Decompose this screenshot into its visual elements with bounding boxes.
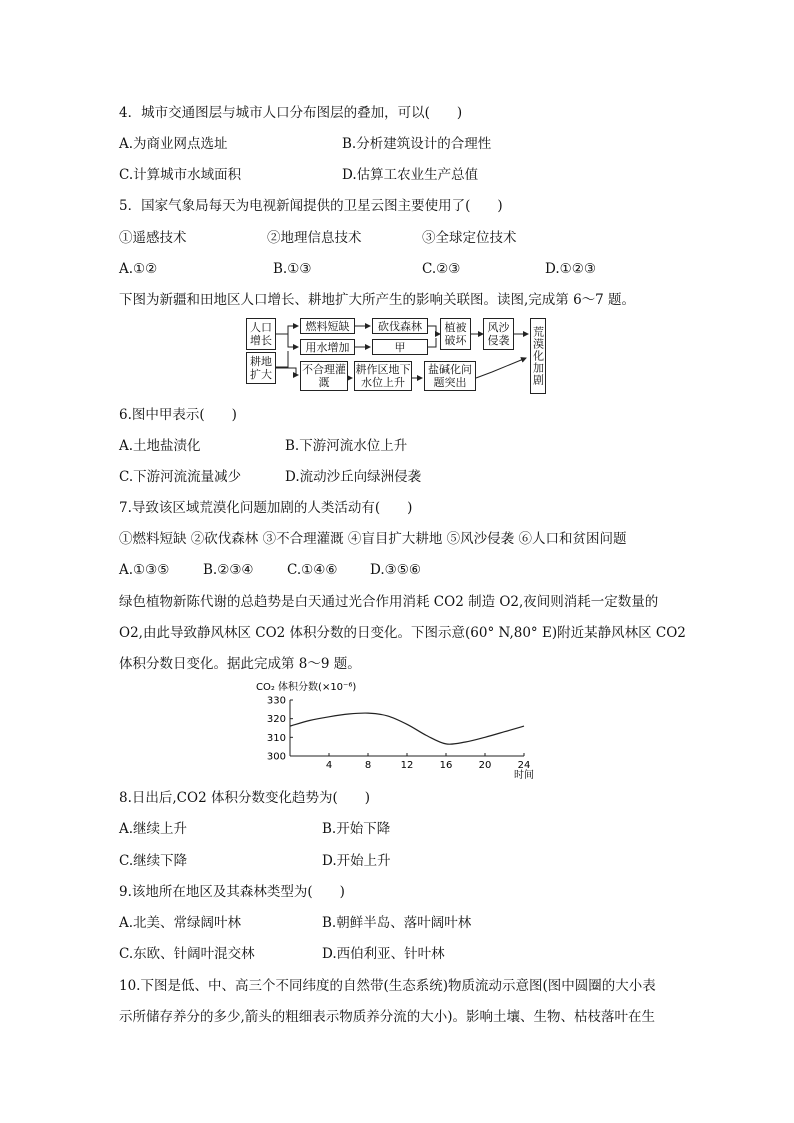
q4-option-d: D.估算工农业生产总值: [342, 167, 479, 183]
arrow-logging-veg: [428, 326, 440, 334]
arrow-pop-water: [288, 334, 298, 347]
chart-ylabel: CO₂ 体积分数(×10⁻⁶): [256, 682, 357, 693]
q7-option-c: C.①④⑥: [287, 562, 338, 578]
y-tick-label: 300: [266, 751, 286, 763]
q7-option-b: B.②③④: [203, 562, 254, 578]
q9-option-d: D.西伯利亚、针叶林: [322, 946, 445, 962]
q10-line1: 10.下图是低、中、高三个不同纬度的自然带(生态系统)物质流动示意图(图中圆圈的大小表: [119, 978, 656, 994]
q9-stem: 9.该地所在地区及其森林类型为( ): [119, 884, 345, 900]
q8-option-a: A.继续上升: [119, 821, 188, 837]
x-tick-label: 8: [364, 760, 372, 771]
q8-option-c: C.继续下降: [119, 853, 188, 869]
q8-option-d: D.开始上升: [322, 853, 391, 869]
y-tick-label: 310: [266, 732, 286, 744]
q5-item-1: ①遥感技术: [119, 230, 187, 246]
intro-q8-9-line3: 体积分数日变化。据此完成第 8～9 题。: [119, 656, 361, 672]
q6-option-a: A.土地盐渍化: [119, 438, 201, 454]
q9-option-c: C.东欧、针阔叶混交林: [119, 946, 255, 962]
arrow-jia-veg: [428, 338, 436, 347]
y-tick-label: 320: [266, 714, 286, 726]
co2-chart: [252, 676, 552, 786]
q7-items: ①燃料短缺 ②砍伐森林 ③不合理灌溉 ④盲目扩大耕地 ⑤风沙侵袭 ⑥人口和贫困问题: [119, 531, 627, 547]
q5-item-3: ③全球定位技术: [422, 230, 517, 246]
q6-stem: 6.图中甲表示( ): [119, 407, 237, 423]
x-tick-label: 4: [325, 760, 333, 771]
x-tick-label: 16: [439, 760, 453, 771]
arrow-farm-water: [276, 351, 288, 367]
q4-option-b: B.分析建筑设计的合理性: [342, 136, 492, 152]
x-tick-label: 20: [478, 760, 492, 771]
q7-option-d: D.③⑤⑥: [370, 562, 421, 578]
arrow-farm-irrigation: [276, 368, 298, 375]
flow-sand: 风沙侵袭: [483, 318, 514, 350]
intro-q6-7: 下图为新疆和田地区人口增长、耕地扩大所产生的影响关联图。读图,完成第 6～7 题。: [119, 292, 636, 308]
q7-option-a: A.①③⑤: [119, 562, 170, 578]
q5-item-2: ②地理信息技术: [267, 230, 362, 246]
q10-line2: 示所储存养分的多少,箭头的粗细表示物质养分流的大小)。影响土壤、生物、枯枝落叶在生: [119, 1009, 656, 1025]
q6-option-b: B.下游河流水位上升: [285, 438, 408, 454]
q8-option-b: B.开始下降: [322, 821, 391, 837]
flow-population: 人口增长: [246, 318, 276, 350]
x-tick-label: 12: [400, 760, 414, 771]
flow-vegetation: 植被破坏: [440, 318, 471, 350]
q4-option-c: C.计算城市水域面积: [119, 167, 242, 183]
q8-stem: 8.日出后,CO2 体积分数变化趋势为( ): [119, 790, 370, 806]
chart-xlabel: 时间: [514, 770, 534, 781]
x-tick-label: 24: [517, 760, 531, 771]
q4-stem: 4．城市交通图层与城市人口分布图层的叠加，可以( ): [119, 105, 463, 121]
flow-groundwater: 耕作区地下水位上升: [355, 363, 411, 389]
arrow-saline-desert: [476, 358, 526, 378]
co2-series-line: [290, 713, 524, 744]
intro-q8-9-line1: 绿色植物新陈代谢的总趋势是白天通过光合作用消耗 CO2 制造 O2,夜间则消耗一定数量的: [119, 594, 659, 610]
flow-water: 用水增加: [300, 339, 355, 355]
q6-option-d: D.流动沙丘向绿洲侵袭: [285, 469, 422, 485]
q6-option-c: C.下游河流流量减少: [119, 469, 242, 485]
q5-option-a: A.①②: [119, 261, 158, 277]
q5-option-c: C.②③: [422, 261, 461, 277]
q5-stem: 5．国家气象局每天为电视新闻提供的卫星云图主要使用了( ): [119, 198, 503, 214]
intro-q8-9-line2: O2,由此导致静风林区 CO2 体积分数的日变化。下图示意(60° N,80° E)附近某静风林区 CO2: [119, 625, 686, 641]
flow-desert: 荒漠化加剧: [530, 318, 546, 394]
flow-irrigation: 不合理灌溉: [302, 363, 346, 389]
flow-diagram: [240, 312, 560, 396]
q5-option-d: D.①②③: [545, 261, 596, 277]
q4-option-a: A.为商业网点选址: [119, 136, 228, 152]
q5-option-b: B.①③: [273, 261, 312, 277]
q7-stem: 7.导致该区域荒漠化问题加剧的人类活动有( ): [119, 500, 413, 516]
flow-saline: 盐碱化问题突出: [424, 361, 476, 391]
flow-logging: 砍伐森林: [372, 318, 428, 334]
q9-option-a: A.北美、常绿阔叶林: [119, 915, 242, 931]
flow-jia: 甲: [372, 339, 428, 355]
flow-fuel: 燃料短缺: [300, 318, 355, 334]
y-tick-label: 330: [266, 695, 286, 707]
arrow-pop-fuel: [276, 326, 298, 334]
flow-farmland: 耕地扩大: [246, 352, 276, 384]
q9-option-b: B.朝鲜半岛、落叶阔叶林: [322, 915, 472, 931]
